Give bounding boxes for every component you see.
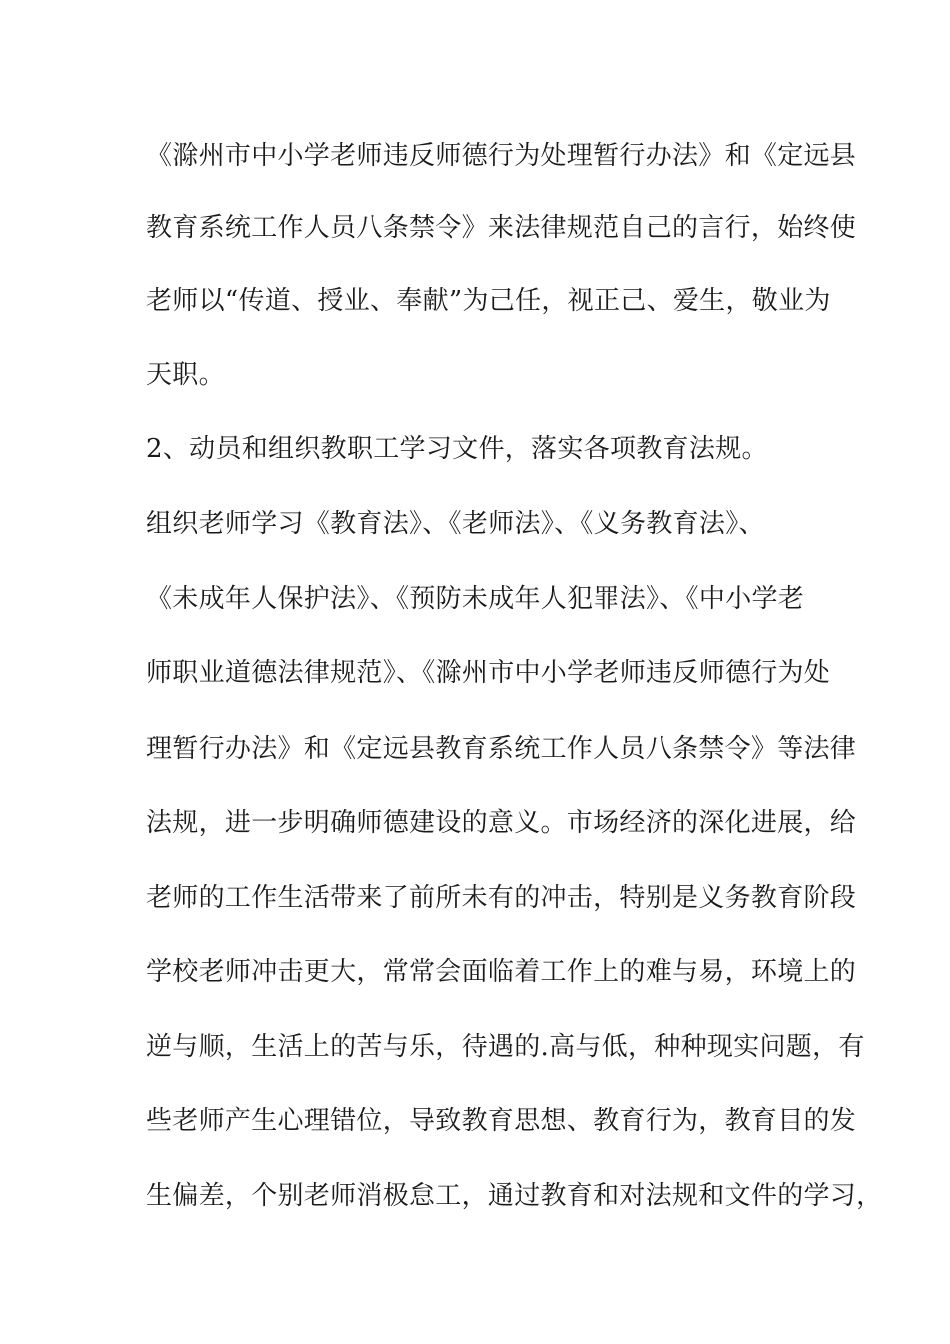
text-line: 老师以“传道、授业、奉献”为己任，视正己、爱生，敬业为 <box>146 286 831 316</box>
text-line: 《滁州市中小学老师违反师德行为处理暂行办法》和《定远县 <box>146 141 857 171</box>
text-line: 生偏差，个别老师消极怠工，通过教育和对法规和文件的学习， <box>146 1181 883 1211</box>
text-line: 学校老师冲击更大，常常会面临着工作上的难与易，环境上的 <box>146 957 857 987</box>
text-line: 组织老师学习《教育法》、《老师法》、《义务教育法》、 <box>146 509 765 539</box>
text-line: 些老师产生心理错位，导致教育思想、教育行为，教育目的发 <box>146 1106 857 1136</box>
text-line: 天职。 <box>146 360 225 390</box>
text-line: 理暂行办法》和《定远县教育系统工作人员八条禁令》等法律 <box>146 734 857 764</box>
text-line: 2、动员和组织教职工学习文件，落实各项教育法规。 <box>146 434 768 464</box>
text-line: 《未成年人保护法》、《预防未成年人犯罪法》、《中小学老 <box>146 584 805 614</box>
text-line: 教育系统工作人员八条禁令》来法律规范自己的言行，始终使 <box>146 213 857 243</box>
text-line: 老师的工作生活带来了前所未有的冲击，特别是义务教育阶段 <box>146 883 857 913</box>
text-line: 逆与顺，生活上的苦与乐，待遇的.高与低，种种现实问题，有 <box>146 1032 865 1062</box>
text-line: 师职业道德法律规范》、《滁州市中小学老师违反师德行为处 <box>146 658 831 688</box>
text-line: 法规，进一步明确师德建设的意义。市场经济的深化进展，给 <box>146 808 857 838</box>
